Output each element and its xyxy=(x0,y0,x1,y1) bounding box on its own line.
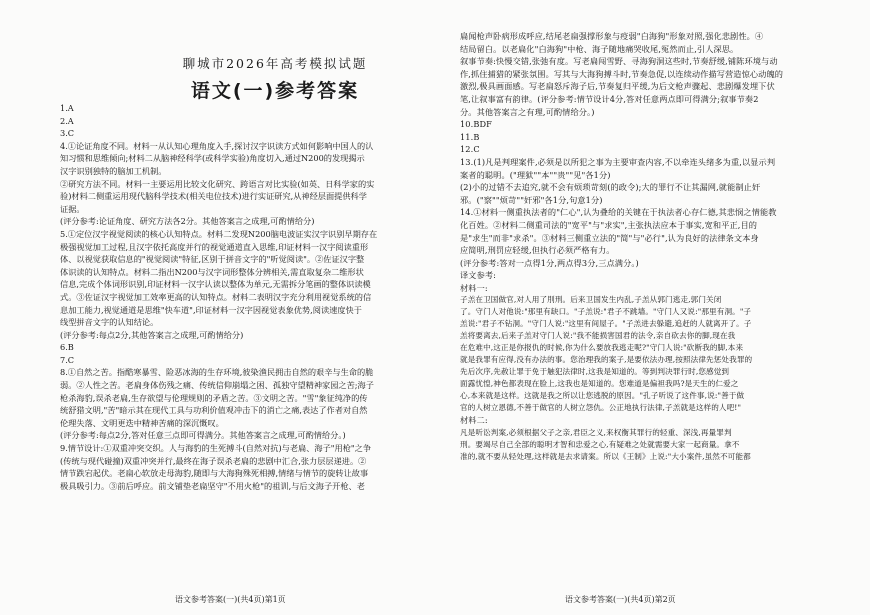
text-line: 材料一: xyxy=(460,282,488,293)
exam-title: 聊城市2026年高考模拟试题 xyxy=(182,56,368,71)
text-line: 邪。("察""烦苛""奸邪"各1分,句意1分) xyxy=(460,194,603,205)
text-line: 结局留白。以老扁化"白海狗"中枪、海子随地痛哭收尾,冤然而止,引人深思。 xyxy=(460,43,739,54)
left-column xyxy=(60,102,470,492)
text-line: 激烈,极具画面感。写老扁怒斥海子后,节奏复归平缓,为后文枪声骤起、悲剧爆发埋下伏 xyxy=(460,81,775,92)
text-line: 7.C xyxy=(60,354,75,365)
text-line: (评分参考:答对一点得1分,两点得3分,三点满分。) xyxy=(460,257,639,268)
text-line: 验)材料二侧重运用现代脑科学技术(相关电位技术)进行实证研究,从神经层面提供科学 xyxy=(60,191,367,202)
text-line: 12.C xyxy=(460,144,480,155)
text-line: 弱。②人性之苦。老扁身体伤残之痛、传统信仰崩塌之困、孤独守望精神家园之苦;海子 xyxy=(60,380,374,391)
text-line: 13.(1)凡是判理案件,必须是以所犯之事为主要审查内容,不以牵连头绪多为重,以显示判 xyxy=(460,156,776,167)
text-line: 10.BDF xyxy=(460,119,492,130)
text-line: 情节跌宕起伏。老扁心软放走母海豹,随即与大海狗殊死相搏,情绪与情节的旋转让故事 xyxy=(60,468,369,479)
translation-label: 材料二: xyxy=(460,415,488,426)
text-line: 化百姓。②材料二侧重司法的"宽平"与"求实",主张执法应本于事实,宽和平正,目的 xyxy=(460,219,758,230)
text-line: (评分参考:每点2分,其他答案言之成理,可酌情给分) xyxy=(60,329,244,340)
text-line: 极强视觉加工过程,且汉字依托高度并行的视觉通道直入思维,印证材料一汉字阅读重形 xyxy=(60,241,369,252)
text-line: (传统与现代碰撞)双重冲突并行,最终在海子误杀老扁的悲剧中汇合,张力层层递进。② xyxy=(60,455,367,466)
text-line: 案者的聪明。("理狱""本""贵""见"各1分) xyxy=(460,169,611,180)
text-line: 统舒猎文明,"苦"暗示其在现代工具与功利价值观冲击下的消亡之痛,表达了作者对自然 xyxy=(60,405,368,416)
text-line: 准的,就不要从轻处理,这样就是去求请案。所以《王制》上说:"大小案件,虽然不可能都 xyxy=(460,452,751,462)
text-line: 羔说:"君子不钻洞。"守门人说:"这里有间屋子。"子羔进去躲避,追赶的人就离开了。子 xyxy=(460,319,752,329)
text-line: (评分参考:每点2分,答对任意三点即可得满分。其他答案言之成理,可酌情给分。) xyxy=(60,430,346,441)
text-line: 6.B xyxy=(60,342,74,353)
text-line: 了。守门人对他说:"那里有缺口。"子羔说:"君子不跳墙。"守门人又说:"那里有洞。"子 xyxy=(460,307,752,317)
text-line: 应简明,刑罚应轻缓,但执行必须严格有力。 xyxy=(460,245,615,256)
text-line: 5.①定位汉字视觉阅读的核心认知特点。材料二发现N200脑电波证实汉字识别早期存在 xyxy=(60,228,378,239)
text-line: 笔,让叙事富有韵律。(评分参考:情节设计4分,答对任意两点即可得满分;叙事节奏2 xyxy=(460,93,759,104)
text-line: 就是我罪有应得,没有办法的事。您治理我的案子,是要依法办理,按照法律先惩处我罪的 xyxy=(460,355,753,365)
footer-left: 语文参考答案(一)(共4页)第1页 xyxy=(175,595,286,604)
text-line: 1.A xyxy=(60,103,74,113)
text-line: 知习惯和思维倾向;材料二从脑神经科学(或科学实验)角度切入,通过N200的发现揭示 xyxy=(60,153,365,164)
footer-right: 语文参考答案(一)(共4页)第2页 xyxy=(565,595,676,604)
text-line: 官的人树立恩德,不善于做官的人树立怨仇。公正地执行法律,子羔就是这样的人吧!" xyxy=(460,403,742,413)
text-line: 11.B xyxy=(460,131,480,142)
text-line: 扁闻枪声卧病形成呼应,结尾老扁强撑形象与疫弱"白海狗"形象对照,强化悲剧性。④ xyxy=(460,31,764,41)
text-line: 先后次序,先赦让罪于免于触犯法律时,这我是知道的。等到判决罪行时,您感觉到 xyxy=(460,367,730,377)
text-line: 证据。 xyxy=(60,203,85,214)
text-line: 汉字识别独特的脑加工机制。 xyxy=(60,165,167,176)
text-line: 分。其他答案言之有理,可酌情给分。) xyxy=(460,106,595,117)
text-line: 9.情节设计:①双重冲突交织。人与海豹的生死搏斗(自然对抗)与老扁、海子"用枪"之争 xyxy=(60,443,372,454)
text-line: 体、以视觉获取信息的"视觉阅读"特征,区别于拼音文字的"听觉阅读"。②佐证汉字整 xyxy=(60,254,365,265)
right-column xyxy=(460,30,860,463)
text-line: 是"求生"而非"求杀"。③材料三侧重立法的"简"与"必行",认为良好的法律条文本身 xyxy=(460,232,759,243)
text-line: 译文参考: xyxy=(460,270,497,281)
text-line: 信息,完成个体词形识别,印证材料一汉字认读以整体为单元,无需拆分笔画的整体识读模 xyxy=(60,279,371,290)
text-line: 伦理失落、文明更迭中精神苦痛的深沉慨叹。 xyxy=(60,417,224,428)
text-line: 4.①论证角度不同。材料一从认知心理角度入手,探讨汉字识读方式如何影响中国人的认 xyxy=(60,140,374,151)
text-line: 3.C xyxy=(60,128,75,139)
text-line: ②研究方法不同。材料一主要运用比较文化研究、跨语言对比实验(如英、日科学家的实 xyxy=(60,178,375,189)
text-line: 2.A xyxy=(60,115,74,126)
text-line: 14.①材料一侧重执法者的"仁心",认为叠给的关键在于执法者心存仁德,其悲悯之情能教 xyxy=(460,207,777,218)
doc-title: 语文(一)参考答案 xyxy=(190,80,360,102)
text-line: 式。③佐证汉字视觉加工效率更高的认知特点。材料二表明汉字充分利用视觉系统的信 xyxy=(60,291,372,302)
text-line: 子羔在卫国做官,对人用了刖刑。后来卫国发生内乱,子羔从郭门逃走,郭门关闭 xyxy=(460,295,722,305)
text-line: 枪杀海豹,误杀老扁,生存欲望与伦理规则的矛盾之苦。③文明之苦。"雪"象征纯净的传 xyxy=(60,392,368,403)
text-line: 线型拼音文字的认知结论。 xyxy=(60,317,159,328)
text-line: 刑。要竭尽自己全部的聪明才智和忠爱之心,有疑难之处就需要大家一起商量。拿不 xyxy=(460,440,740,450)
text-line: 叙事节奏:快慢交错,张弛有度。写老扁闯雪野、寻海狗洞这些时,节奏舒缓,铺陈环境与动 xyxy=(460,56,778,67)
text-line: 心,本来就是这样。这就是我之所以让您逃脱的原因。"孔子听说了这件事,说:"善于做 xyxy=(460,391,745,401)
text-line: (2)小的过错不去追究,就不会有烦琐苛刻(的政令);大的罪行不让其漏网,就能制止奸 xyxy=(460,182,761,193)
text-line: 8.①自然之苦。指酷寒暴雪、险恶冰海的生存环境,彼染渔民拥击自然的艰辛与生命的脆 xyxy=(60,367,374,378)
text-line: 羔将要离去,后来子羔对守门人说:"我不能损害国君的法令,亲自砍去你的脚,现在我 xyxy=(460,331,736,341)
text-line: 凡是听讼判案,必须根据父子之亲,君臣之义,来权衡其罪行的轻重、深浅,再量罪判 xyxy=(460,428,732,438)
text-line: 息加工能力,视觉通道是思维"快车道",印证材料一汉字因视觉表象优势,阅读速度快于 xyxy=(60,304,362,315)
text-line: (评分参考:论证角度、研究方法各2分。其他答案言之成理,可酌情给分) xyxy=(60,216,315,227)
text-line: 面露忧惶,神色都表现在脸上,这我也是知道的。您难道是偏袒我吗?是天生的仁爱之 xyxy=(460,379,739,389)
text-line: 极具吸引力。③前后呼应。前文铺垫老扁坚守"不用火枪"的祖训,与后文海子开枪、老 xyxy=(60,480,365,491)
text-line: 在危难中,这正是你报仇的时候,你为什么要放我逃走呢?"守门人说:"砍断我的脚,本来 xyxy=(460,343,744,353)
text-line: 作,抓住捕猎的紧张氛围。写其与大海狗搏斗时,节奏急促,以连续动作描写营造惊心动魄的 xyxy=(460,68,784,79)
text-line: 体识读的认知特点。材料二指出N200与汉字词形整体分辨相关,需直取复杂二维形状 xyxy=(60,266,364,277)
